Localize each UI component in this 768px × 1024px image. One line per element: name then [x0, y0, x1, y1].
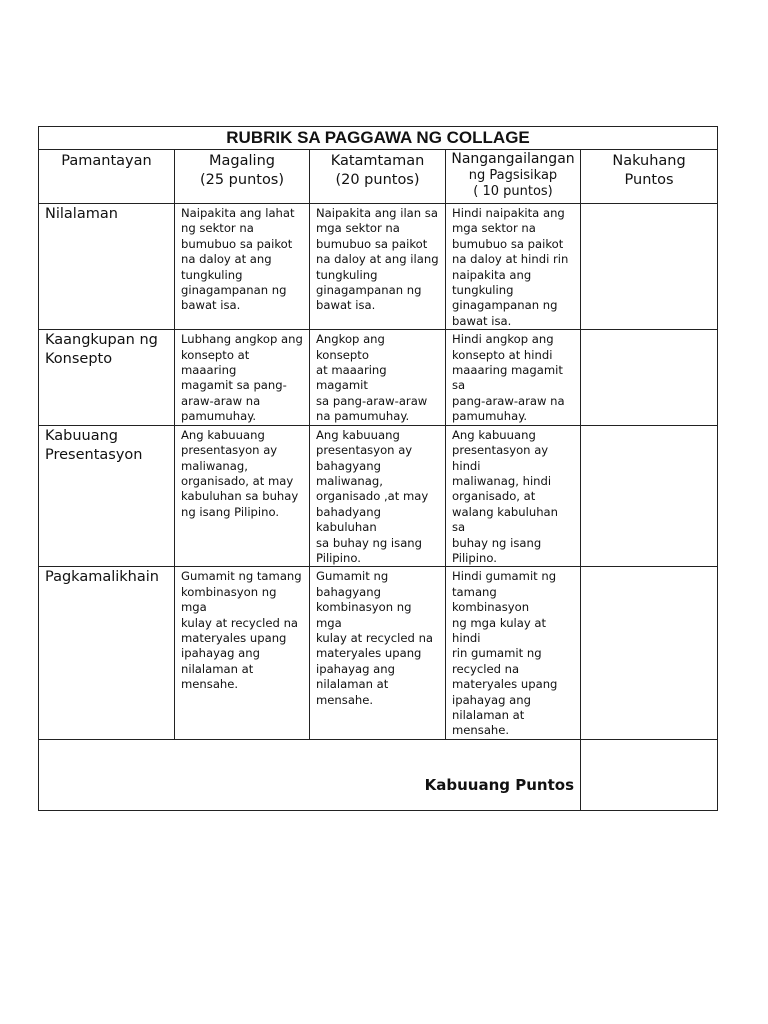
cell-text-line: maliwanag,: [181, 458, 248, 473]
rubric-table: [38, 126, 718, 811]
cell-text-line: kombinasyon ng mga: [181, 584, 277, 615]
cell-text-line: kombinasyon ng mga: [316, 600, 412, 630]
cell-text-line: kulay at recycled na: [316, 630, 434, 645]
cell-text-line: bahagyang: [316, 458, 381, 473]
cell-text-line: ginagampanan ng: [452, 298, 558, 313]
cell-text-line: konsepto at hindi: [452, 347, 553, 362]
cell-text-line: nilalaman at: [452, 708, 525, 722]
cell-text-line: bawat isa.: [316, 298, 376, 313]
score-input-cell[interactable]: [581, 425, 718, 567]
cell-text-line: tungkuling: [316, 267, 378, 282]
cell-text-line: kulay at recycled na: [181, 615, 299, 630]
cell-text-line: buhay ng isang: [452, 535, 542, 550]
cell-text-line: ginagampanan ng: [181, 283, 287, 298]
cell-text-line: ipahayag ang: [181, 646, 260, 661]
cell-text-line: Pilipino.: [316, 550, 361, 565]
cell-text-line: sa pang-araw-araw: [316, 393, 428, 408]
total-label-cell: [39, 739, 581, 810]
cell-text-line: konsepto at maaaring: [181, 347, 250, 378]
cell-text-line: ng sektor na: [181, 221, 254, 236]
katamtaman-cell: [310, 204, 446, 330]
cell-text-line: Ang kabuuang: [316, 427, 400, 442]
cell-text-line: Konsepto: [45, 351, 113, 368]
pagsisikap-cell: [446, 425, 581, 567]
cell-text-line: kabuluhan sa buhay: [181, 489, 299, 504]
total-label: Kabuuang Puntos: [424, 775, 574, 794]
cell-text-line: walang kabuluhan sa: [452, 504, 558, 535]
cell-text-line: Angkop ang konsepto: [316, 332, 385, 362]
cell-text-line: tungkuling: [181, 267, 243, 282]
header-row: [39, 150, 718, 204]
cell-text-line: mensahe.: [452, 723, 510, 738]
table-row: [39, 204, 718, 330]
cell-text-line: nilalaman at: [316, 677, 389, 692]
cell-text-line: Gumamit ng tamang: [181, 569, 302, 584]
header-score: Nakuhang Puntos: [581, 150, 718, 204]
cell-text-line: organisado ,at may: [316, 489, 429, 504]
cell-text-line: bumubuo sa paikot: [316, 236, 428, 251]
cell-text-line: organisado, at: [452, 489, 536, 504]
cell-text-line: pamumuhay.: [452, 409, 528, 424]
magaling-cell: [175, 204, 310, 330]
cell-text-line: ng isang Pilipino.: [181, 504, 280, 519]
title-row: [39, 127, 718, 150]
cell-text-line: rin gumamit ng: [452, 646, 542, 661]
cell-text-line: bahagyang: [316, 584, 381, 599]
cell-text-line: pang-araw-araw na: [452, 393, 565, 408]
cell-text-line: mga sektor na: [452, 221, 536, 236]
cell-text-line: ipahayag ang: [316, 661, 395, 676]
header-pagsisikap: Nangangailangan ng Pagsisikap ( 10 puntos): [446, 150, 581, 204]
cell-text-line: na daloy at hindi rin: [452, 252, 569, 267]
cell-text-line: na daloy at ang: [181, 252, 272, 267]
cell-text-line: mensahe.: [181, 677, 239, 692]
katamtaman-cell: [310, 567, 446, 739]
cell-text-line: Kaangkupan ng: [45, 332, 158, 349]
cell-text-line: bahadyang kabuluhan: [316, 504, 381, 535]
score-input-cell[interactable]: [581, 204, 718, 330]
cell-text-line: at maaaring magamit: [316, 363, 387, 393]
criterion-cell: [39, 204, 175, 330]
cell-text-line: tungkuling: [452, 283, 514, 298]
cell-text-line: bumubuo sa paikot: [181, 236, 293, 251]
criterion-cell: [39, 425, 175, 567]
cell-text-line: materyales upang: [181, 630, 287, 645]
cell-text-line: Lubhang angkop ang: [181, 332, 303, 347]
cell-text-line: nilalaman at: [181, 661, 254, 676]
cell-text-line: Ang kabuuang: [452, 427, 536, 442]
cell-text-line: Presentasyon: [45, 446, 143, 463]
cell-text-line: Nilalaman: [45, 206, 118, 222]
criterion-cell: [39, 330, 175, 425]
table-row: [39, 425, 718, 567]
table-row: [39, 567, 718, 739]
magaling-cell: [175, 567, 310, 739]
cell-text-line: ng mga kulay at hindi: [452, 615, 547, 645]
cell-text-line: maliwanag,: [316, 473, 383, 488]
criterion-cell: [39, 567, 175, 739]
cell-text-line: Hindi gumamit ng: [452, 569, 557, 584]
cell-text-line: pamumuhay.: [181, 409, 257, 424]
pagsisikap-cell: [446, 204, 581, 330]
header-magaling: Magaling (25 puntos): [175, 150, 310, 204]
score-input-cell[interactable]: [581, 567, 718, 739]
cell-text-line: Gumamit ng: [316, 569, 389, 584]
cell-text-line: bawat isa.: [452, 313, 512, 328]
score-input-cell[interactable]: [581, 330, 718, 425]
pagsisikap-cell: [446, 567, 581, 739]
cell-text-line: materyales upang: [316, 646, 422, 661]
cell-text-line: Pagkamalikhain: [45, 569, 159, 586]
cell-text-line: Hindi angkop ang: [452, 332, 554, 347]
cell-text-line: Kabuuang: [45, 427, 119, 444]
total-score-cell[interactable]: [581, 739, 718, 810]
cell-text-line: Naipakita ang ilan sa: [316, 206, 438, 220]
cell-text-line: na daloy at ang ilang: [316, 252, 439, 267]
table-row: [39, 330, 718, 425]
cell-text-line: ginagampanan ng: [316, 283, 422, 298]
cell-text-line: recycled na: [452, 661, 520, 676]
cell-text-line: presentasyon ay: [316, 443, 413, 458]
cell-text-line: maliwanag, hindi: [452, 473, 552, 488]
magaling-cell: [175, 330, 310, 425]
header-katamtaman: Katamtaman (20 puntos): [310, 150, 446, 204]
cell-text-line: presentasyon ay: [181, 443, 278, 458]
cell-text-line: mga sektor na: [316, 221, 400, 236]
total-row: [39, 739, 718, 810]
cell-text-line: Pilipino.: [452, 550, 497, 565]
cell-text-line: na pamumuhay.: [316, 409, 410, 424]
magaling-cell: [175, 425, 310, 567]
cell-text-line: organisado, at may: [181, 473, 294, 488]
cell-text-line: tamang kombinasyon: [452, 584, 530, 615]
cell-text-line: Hindi naipakita ang: [452, 206, 565, 220]
rubric-title: RUBRIK SA PAGGAWA NG COLLAGE: [39, 127, 718, 150]
cell-text-line: bumubuo sa paikot: [452, 236, 564, 251]
cell-text-line: Naipakita ang lahat: [181, 206, 295, 220]
cell-text-line: naipakita ang: [452, 267, 532, 282]
cell-text-line: materyales upang: [452, 677, 558, 692]
cell-text-line: maaaring magamit sa: [452, 363, 563, 393]
katamtaman-cell: [310, 425, 446, 567]
cell-text-line: presentasyon ay hindi: [452, 443, 549, 473]
header-criterion: Pamantayan: [39, 150, 175, 204]
cell-text-line: sa buhay ng isang: [316, 535, 423, 550]
cell-text-line: mensahe.: [316, 692, 374, 707]
cell-text-line: araw-araw na: [181, 393, 261, 408]
cell-text-line: bawat isa.: [181, 298, 241, 313]
katamtaman-cell: [310, 330, 446, 425]
cell-text-line: ipahayag ang: [452, 692, 531, 707]
cell-text-line: Ang kabuuang: [181, 427, 265, 442]
pagsisikap-cell: [446, 330, 581, 425]
cell-text-line: magamit sa pang-: [181, 378, 287, 393]
